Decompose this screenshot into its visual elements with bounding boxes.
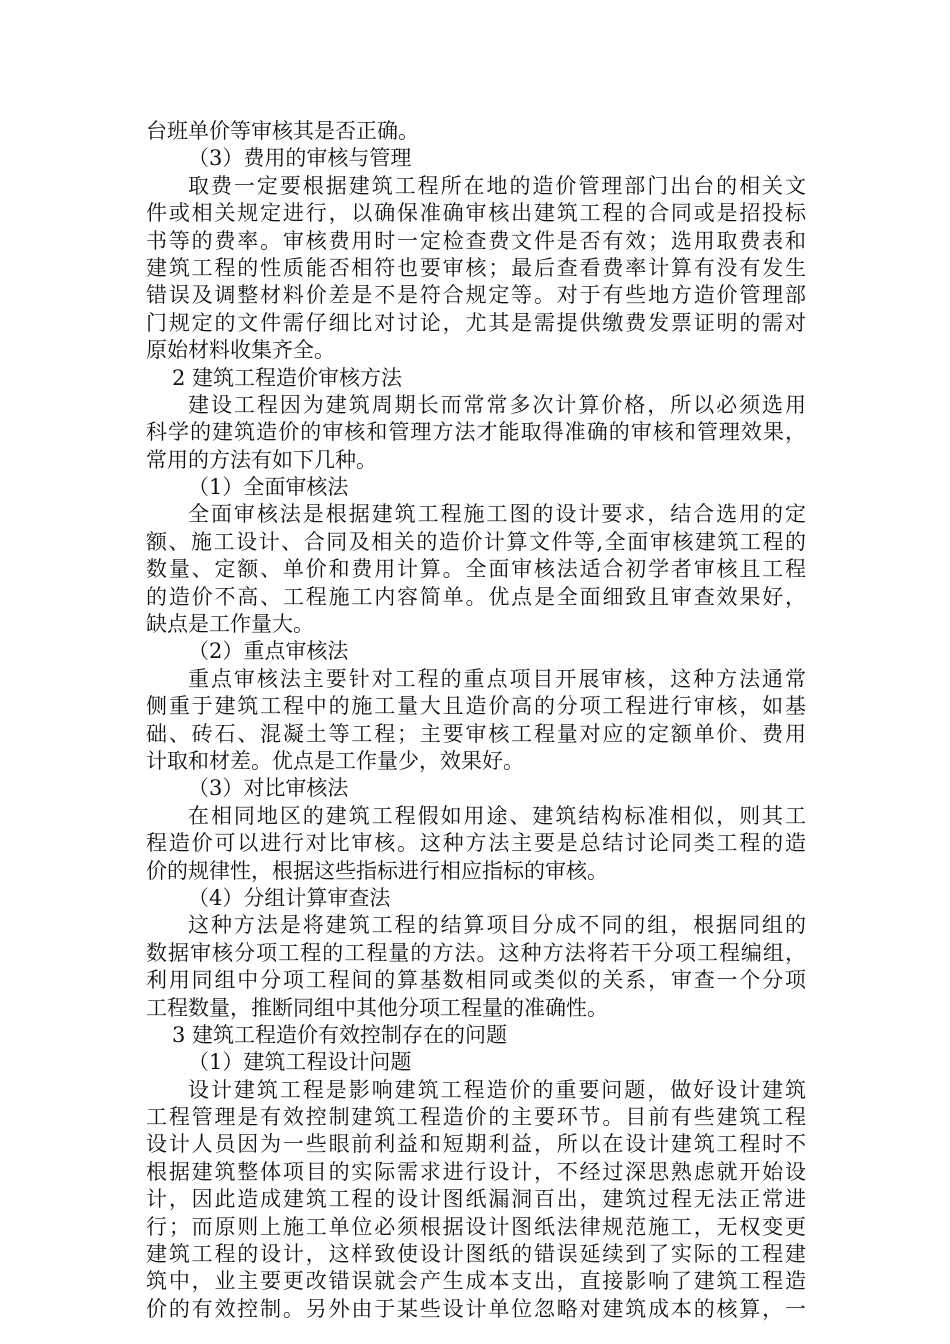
- paragraph-line: 件或相关规定进行，以确保准确审核出建筑工程的合同或是招投标: [146, 201, 806, 226]
- paragraph-line: 取费一定要根据建筑工程所在地的造价管理部门出台的相关文: [188, 173, 806, 198]
- paragraph-line: 科学的建筑造价的审核和管理方法才能取得准确的审核和管理效果，: [146, 420, 806, 445]
- paragraph-line: 计取和材差。优点是工作量少，效果好。: [146, 748, 524, 773]
- paragraph-line: 这种方法是将建筑工程的结算项目分成不同的组，根据同组的: [188, 913, 806, 938]
- paragraph-line: 础、砖石、混凝土等工程；主要审核工程量对应的定额单价、费用: [146, 721, 806, 746]
- paragraph-line: 侧重于建筑工程中的施工量大且造价高的分项工程进行审核，如基: [146, 694, 806, 719]
- paragraph-line: 错误及调整材料价差是不是符合规定等。对于有些地方造价管理部: [146, 283, 806, 308]
- paragraph-line: 价的有效控制。另外由于某些设计单位忽略对建筑成本的核算，一: [146, 1296, 806, 1321]
- paragraph-line: 建筑工程的性质能否相符也要审核；最后查看费率计算有没有发生: [146, 255, 806, 280]
- subsection-heading: （3）费用的审核与管理: [188, 146, 412, 171]
- paragraph-line: 设计建筑工程是影响建筑工程造价的重要问题，做好设计建筑: [188, 1077, 806, 1102]
- paragraph-line: 工程数量，推断同组中其他分项工程量的准确性。: [146, 995, 608, 1020]
- subsection-heading: （2）重点审核法: [188, 639, 349, 664]
- paragraph-line: 根据建筑整体项目的实际需求进行设计，不经过深思熟虑就开始设: [146, 1159, 806, 1184]
- paragraph-line: 门规定的文件需仔细比对讨论，尤其是需提供缴费发票证明的需对: [146, 310, 806, 335]
- paragraph-line: 行；而原则上施工单位必须根据设计图纸法律规范施工，无权变更: [146, 1214, 806, 1239]
- paragraph-line: 工程管理是有效控制建筑工程造价的主要环节。目前有些建筑工程: [146, 1105, 806, 1130]
- paragraph-line: 的造价不高、工程施工内容简单。优点是全面细致且审查效果好，: [146, 584, 806, 609]
- paragraph-line: 额、施工设计、合同及相关的造价计算文件等,全面审核建筑工程的: [146, 529, 806, 554]
- section-heading: 3 建筑工程造价有效控制存在的问题: [172, 1022, 508, 1047]
- paragraph-line: 台班单价等审核其是否正确。: [146, 119, 419, 143]
- paragraph-line: 程造价可以进行对比审核。这种方法主要是总结讨论同类工程的造: [146, 831, 806, 856]
- paragraph-line: 原始材料收集齐全。: [146, 338, 335, 363]
- paragraph-line: 数据审核分项工程的工程量的方法。这种方法将若干分项工程编组，: [146, 940, 806, 965]
- paragraph-line: 设计人员因为一些眼前利益和短期利益，所以在设计建筑工程时不: [146, 1132, 806, 1157]
- paragraph-line: 利用同组中分项工程间的算基数相同或类似的关系，审查一个分项: [146, 968, 806, 993]
- paragraph-line: 缺点是工作量大。: [146, 612, 314, 637]
- paragraph-line: 重点审核法主要针对工程的重点项目开展审核，这种方法通常: [188, 666, 806, 691]
- paragraph-line: 常用的方法有如下几种。: [146, 447, 377, 472]
- subsection-heading: （1）建筑工程设计问题: [188, 1050, 412, 1075]
- paragraph-line: 建设工程因为建筑周期长而常常多次计算价格，所以必须选用: [188, 392, 806, 417]
- paragraph-line: 全面审核法是根据建筑工程施工图的设计要求，结合选用的定: [188, 502, 806, 527]
- paragraph-line: 建筑工程的设计，这样致使设计图纸的错误延续到了实际的工程建: [146, 1242, 806, 1267]
- document-page: [146, 118, 806, 1323]
- paragraph-line: 价的规律性，根据这些指标进行相应指标的审核。: [146, 858, 608, 883]
- paragraph-line: 计，因此造成建筑工程的设计图纸漏洞百出，建筑过程无法正常进: [146, 1187, 806, 1212]
- subsection-heading: （1）全面审核法: [188, 475, 349, 500]
- subsection-heading: （4）分组计算审查法: [188, 885, 391, 910]
- paragraph-line: 筑中，业主要更改错误就会产生成本支出，直接影响了建筑工程造: [146, 1269, 806, 1294]
- paragraph-line: 书等的费率。审核费用时一定检查费文件是否有效；选用取费表和: [146, 228, 806, 253]
- paragraph-line: 数量、定额、单价和费用计算。全面审核法适合初学者审核且工程: [146, 557, 806, 582]
- subsection-heading: （3）对比审核法: [188, 776, 349, 801]
- paragraph-line: 在相同地区的建筑工程假如用途、建筑结构标准相似，则其工: [188, 803, 806, 828]
- section-heading: 2 建筑工程造价审核方法: [172, 365, 403, 390]
